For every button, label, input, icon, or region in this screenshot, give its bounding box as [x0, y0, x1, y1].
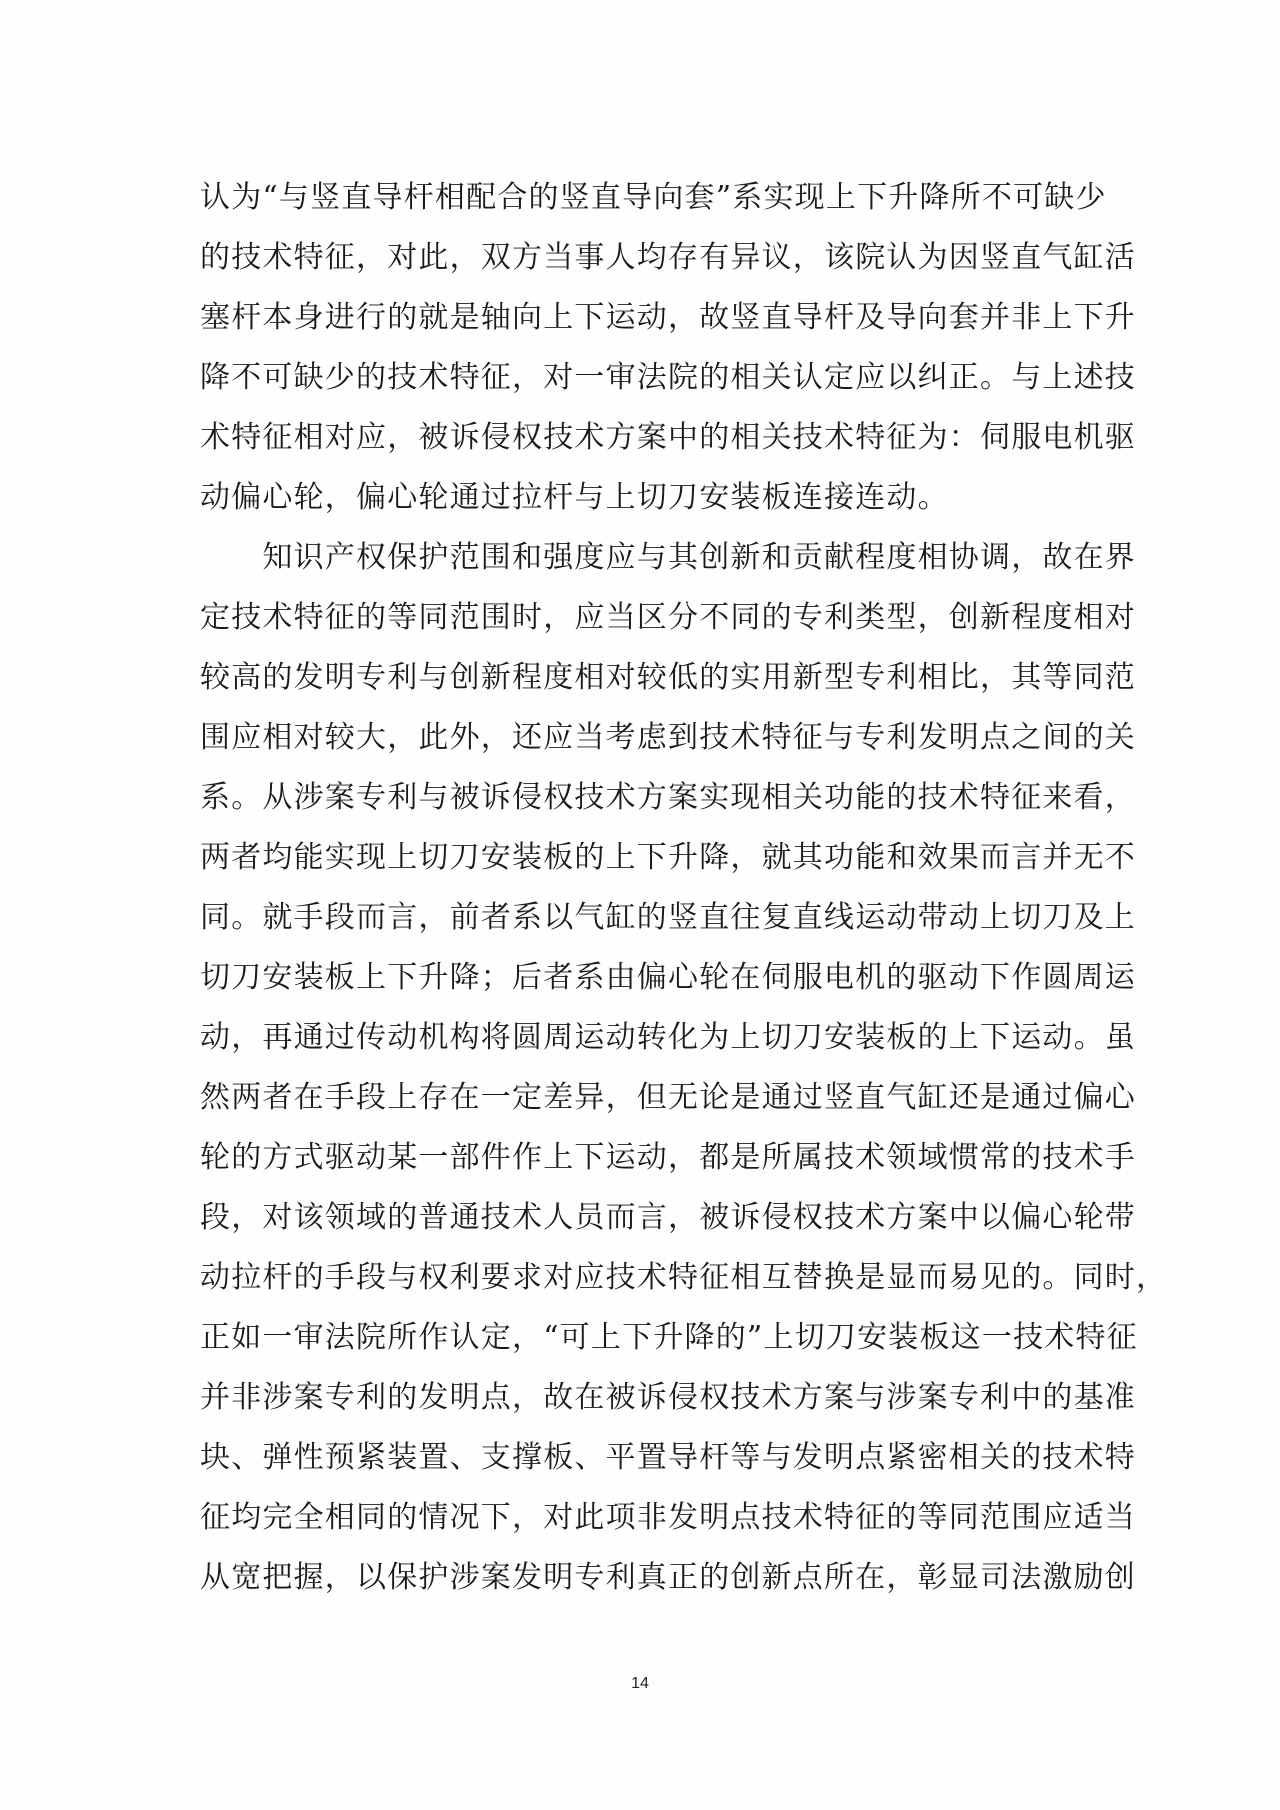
text-line: 术特征相对应，被诉侵权技术方案中的相关技术特征为：伺服电机驱	[200, 420, 1136, 455]
text-line: 的技术特征，对此，双方当事人均存有异议，该院认为因竖直气缸活	[200, 240, 1136, 275]
text-line: 轮的方式驱动某一部件作上下运动，都是所属技术领域惯常的技术手	[200, 1140, 1136, 1175]
text-line: 两者均能实现上切刀安装板的上下升降，就其功能和效果而言并无不	[200, 840, 1136, 875]
text-line: 知识产权保护范围和强度应与其创新和贡献程度相协调，故在界	[200, 540, 1136, 575]
text-line: 动偏心轮，偏心轮通过拉杆与上切刀安装板连接连动。	[200, 480, 949, 515]
text-line: 然两者在手段上存在一定差异，但无论是通过竖直气缸还是通过偏心	[200, 1080, 1136, 1115]
text-line: 征均完全相同的情况下，对此项非发明点技术特征的等同范围应适当	[200, 1500, 1136, 1535]
text-line: 切刀安装板上下升降；后者系由偏心轮在伺服电机的驱动下作圆周运	[200, 960, 1136, 995]
text-line: 从宽把握，以保护涉案发明专利真正的创新点所在，彰显司法激励创	[200, 1560, 1136, 1595]
text-line: 并非涉案专利的发明点，故在被诉侵权技术方案与涉案专利中的基准	[200, 1380, 1136, 1415]
text-line: 降不可缺少的技术特征，对一审法院的相关认定应以纠正。与上述技	[200, 360, 1136, 395]
text-line: 塞杆本身进行的就是轴向上下运动，故竖直导杆及导向套并非上下升	[200, 300, 1136, 335]
text-line: 定技术特征的等同范围时，应当区分不同的专利类型，创新程度相对	[200, 600, 1136, 635]
text-line: 较高的发明专利与创新程度相对较低的实用新型专利相比，其等同范	[200, 660, 1136, 695]
text-line: 块、弹性预紧装置、支撑板、平置导杆等与发明点紧密相关的技术特	[200, 1440, 1136, 1475]
text-line: 段，对该领域的普通技术人员而言，被诉侵权技术方案中以偏心轮带	[200, 1200, 1136, 1235]
text-line: 同。就手段而言，前者系以气缸的竖直往复直线运动带动上切刀及上	[200, 900, 1136, 935]
text-line: 围应相对较大，此外，还应当考虑到技术特征与专利发明点之间的关	[200, 720, 1136, 755]
text-line: 正如一审法院所作认定，“可上下升降的”上切刀安装板这一技术特征	[200, 1320, 1138, 1355]
text-line: 系。从涉案专利与被诉侵权技术方案实现相关功能的技术特征来看，	[200, 780, 1136, 815]
text-line: 动拉杆的手段与权利要求对应技术特征相互替换是显而易见的。同时，	[200, 1260, 1168, 1295]
page-number: 14	[631, 1675, 649, 1692]
body-text	[200, 168, 1168, 1608]
text-line: 认为“与竖直导杆相配合的竖直导向套”系实现上下升降所不可缺少	[200, 180, 1107, 215]
text-line: 动，再通过传动机构将圆周运动转化为上切刀安装板的上下运动。虽	[200, 1020, 1136, 1055]
